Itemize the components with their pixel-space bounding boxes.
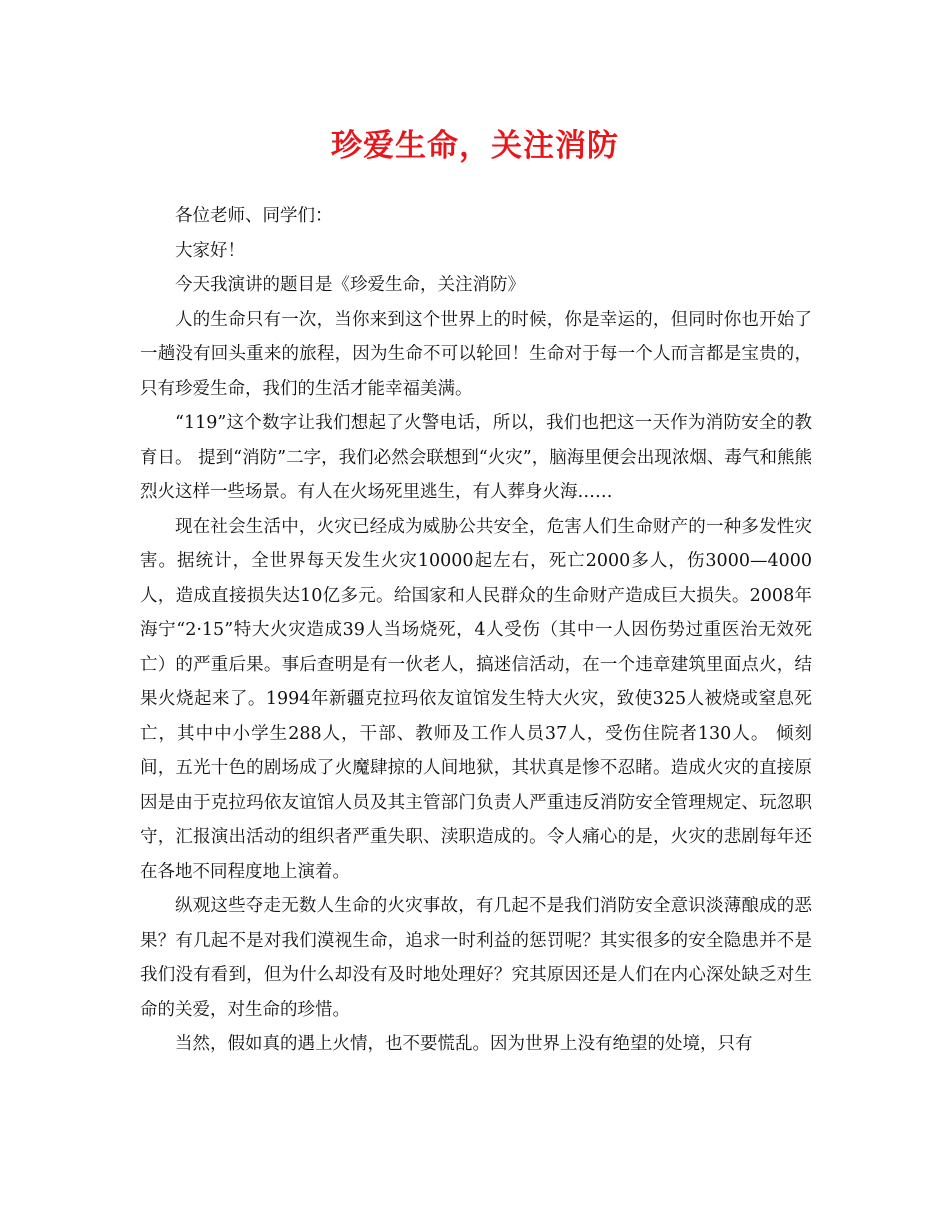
paragraph-statistics: 现在社会生活中，火灾已经成为威胁公共安全，危害人们生命财产的一种多发性灾害。据统计，全世界每天发生火灾10000起左右，死亡2000多人，伤3000—4000人，造成直接损失达10亿多元。给国家和人民群众的生命财产造成巨大损失。2008年海宁“2·15”特大火灾造成39人当场烧死，4人受伤（其中一人因伤势过重医治无效死亡）的严重后果。事后查明是有一伙老人，搞迷信活动，在一个违章建筑里面点火，结果火烧起来了。1994年新疆克拉玛依友谊馆发生特大火灾，致使325人被烧或窒息死亡，其中中小学生288人，干部、教师及工作人员37人，受伤住院者130人。 倾刻间，五光十色的剧场成了火魔肆掠的人间地狱，其状真是惨不忍睹。造成火灾的直接原因是由于克拉玛依友谊馆人员及其主管部门负责人严重违反消防安全管理规定、玩忽职守，汇报演出活动的组织者严重失职、渎职造成的。令人痛心的是，火灾的悲剧每年还在各地不同程度地上演着。	[140, 516, 812, 882]
paragraph-119: “119”这个数字让我们想起了火警电话，所以，我们也把这一天作为消防安全的教育日。 提到“消防”二字，我们必然会联想到“火灾”，脑海里便会出现浓烟、毒气和熊熊烈火这样一些场景。有人在火场死里逃生，有人葬身火海……	[140, 413, 812, 502]
document-body	[140, 199, 812, 1062]
paragraph-reflection: 纵观这些夺走无数人生命的火灾事故，有几起不是我们消防安全意识淡薄酿成的恶果？有几起不是对我们漠视生命，追求一时利益的惩罚呢？其实很多的安全隐患并不是我们没有看到，但为什么却没有及时地处理好？究其原因还是人们在内心深处缺乏对生命的关爱，对生命的珍惜。	[140, 896, 812, 1020]
document-title: 珍爱生命，关注消防	[331, 128, 619, 164]
paragraph-fire-response: 当然，假如真的遇上火情，也不要慌乱。因为世界上没有绝望的处境，只有	[175, 1034, 753, 1054]
paragraph-life: 人的生命只有一次，当你来到这个世界上的时候，你是幸运的，但同时你也开始了一趟没有回头重来的旅程，因为生命不可以轮回！生命对于每一个人而言都是宝贵的，只有珍爱生命，我们的生活才能幸福美满。	[140, 309, 812, 399]
paragraph-topic: 今天我演讲的题目是《珍爱生命，关注消防》	[175, 275, 525, 295]
paragraph-hello: 大家好！	[175, 240, 245, 261]
paragraph-greeting: 各位老师、同学们：	[175, 206, 333, 226]
